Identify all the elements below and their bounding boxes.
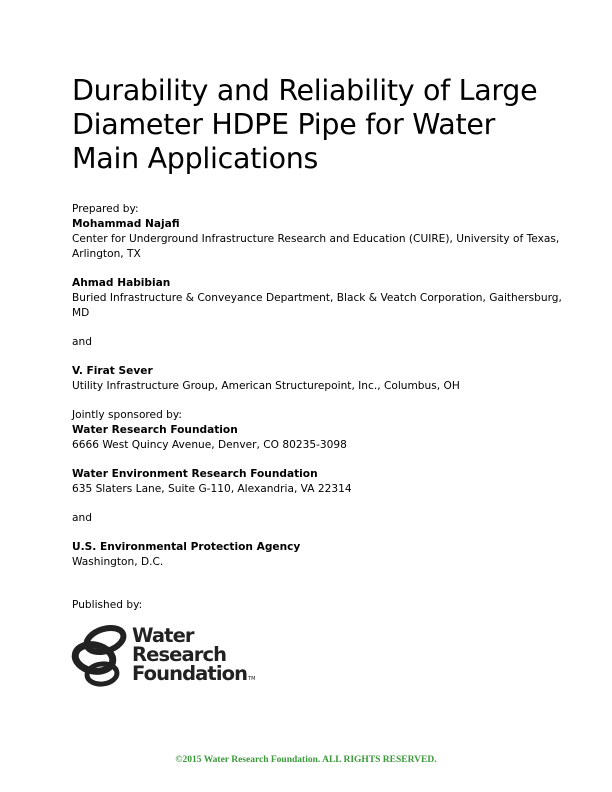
prepared-by-label: Prepared by: bbox=[72, 203, 139, 215]
author-name: Mohammad Najafi bbox=[72, 218, 180, 230]
logo-word: Water bbox=[132, 624, 194, 647]
credits-section bbox=[72, 202, 562, 613]
copyright-footer: ©2015 Water Research Foundation. ALL RIGHTS RESERVED. bbox=[175, 755, 437, 765]
author-affiliation: Center for Underground Infrastructure Research and Education (CUIRE), University of Texas, bbox=[72, 233, 560, 245]
title-line-1: Durability and Reliability of Large bbox=[72, 74, 538, 107]
logo-word-foundation: Foundation bbox=[132, 662, 248, 685]
water-research-foundation-logo bbox=[70, 624, 256, 694]
author-name: V. Firat Sever bbox=[72, 365, 153, 377]
author-affiliation: Utility Infrastructure Group, American Structurepoint, Inc., Columbus, OH bbox=[72, 380, 460, 392]
title-line-3: Main Applications bbox=[72, 142, 319, 175]
author-name: Ahmad Habibian bbox=[72, 277, 171, 289]
published-by-label: Published by: bbox=[72, 599, 143, 611]
sponsor-address: 6666 West Quincy Avenue, Denver, CO 80235-3098 bbox=[72, 439, 347, 451]
logo-word: Research bbox=[132, 643, 227, 666]
author-affiliation: Arlington, TX bbox=[72, 248, 141, 260]
sponsor-address: Washington, D.C. bbox=[72, 556, 164, 568]
and-text: and bbox=[72, 512, 92, 524]
sponsor-name: U.S. Environmental Protection Agency bbox=[72, 541, 301, 553]
author-affiliation: Buried Infrastructure & Conveyance Department, Black & Veatch Corporation, Gaithersburg, bbox=[72, 292, 562, 304]
sponsor-name: Water Research Foundation bbox=[72, 424, 238, 436]
title-line-2: Diameter HDPE Pipe for Water bbox=[72, 108, 495, 141]
interlocking-rings-icon bbox=[70, 624, 134, 690]
trademark-mark: TM bbox=[248, 676, 256, 682]
sponsored-by-label: Jointly sponsored by: bbox=[72, 409, 182, 421]
author-affiliation: MD bbox=[72, 307, 90, 319]
document-title bbox=[72, 74, 542, 176]
and-text: and bbox=[72, 336, 92, 348]
sponsor-name: Water Environment Research Foundation bbox=[72, 468, 318, 480]
sponsor-address: 635 Slaters Lane, Suite G-110, Alexandria, VA 22314 bbox=[72, 483, 352, 495]
logo-word bbox=[132, 664, 255, 689]
logo-wordmark bbox=[132, 626, 255, 689]
